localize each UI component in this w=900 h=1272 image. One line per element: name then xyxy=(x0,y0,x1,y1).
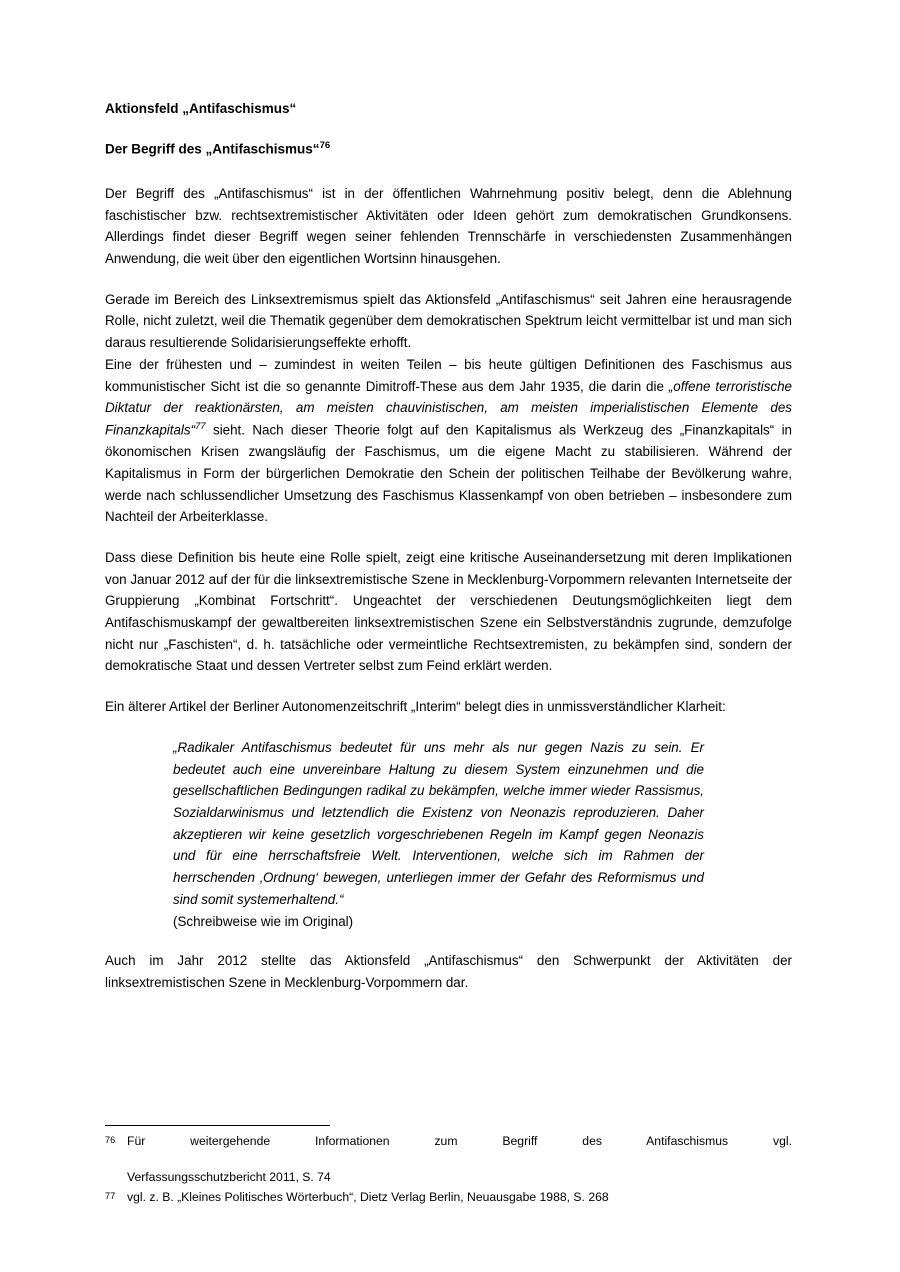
paragraph-1: Der Begriff des „Antifaschismus“ ist in der öffentlichen Wahrnehmung positiv belegt, denn die Ablehnung faschistischer bzw. rechtsextremistischer Aktivitäten oder Ideen gehört zum demokratischen Grundkonsens. Allerdings findet dieser Begriff wegen seiner fehlenden Trennschärfe in verschiedensten Zusammenhängen Anwendung, die weit über den eigentlichen Wortsinn hinausgehen. xyxy=(105,185,792,267)
footnote-76 xyxy=(105,1133,792,1186)
paragraph-5: Ein älterer Artikel der Berliner Autonomenzeitschrift „Interim“ belegt dies in unmissverständlicher Klarheit: xyxy=(105,699,726,715)
blockquote-note: (Schreibweise wie im Original) xyxy=(173,913,354,929)
paragraph-2: Gerade im Bereich des Linksextremismus spielt das Aktionsfeld „Antifaschismus“ seit Jahren eine herausragende Rolle, nicht zuletzt, weil die Thematik gegenüber dem demokratischen Spektrum leicht vermittelbar ist und man sich daraus resultierende Solidarisierungseffekte erhofft. xyxy=(105,291,792,351)
footnote-marker-76: 76 xyxy=(319,140,331,152)
paragraph-6: Auch im Jahr 2012 stellte das Aktionsfeld „Antifaschismus“ den Schwerpunkt der Aktivitäten der linksextremistischen Szene in Mecklenburg-Vorpommern dar. xyxy=(105,953,792,990)
blockquote-text: „Radikaler Antifaschismus bedeutet für uns mehr als nur gegen Nazis zu sein. Er bedeutet auch eine unvereinbare Haltung zu diesem System einzunehmen und die gesellschaftlichen Bedingungen radikal zu bekämpfen, welche immer wieder Rassismus, Sozialdarwinismus und letztendlich die Existenz von Neonazis reproduzieren. Daher akzeptieren wir keine gesetzlich vorgeschriebenen Regeln im Kampf gegen Neonazis und für eine herrschaftsfreie Welt. Interventionen, welche sich im Rahmen der herrschenden ‚Ordnung‘ bewegen, unterliegen immer der Gefahr des Reformismus und sind somit systemerhaltend.“ xyxy=(173,739,704,907)
paragraph-3-quote: „offene terroristische Diktatur der reaktionärsten, am meisten chauvinistischen, am meisten imperialistischen Elemente des Finanzkapitals“ xyxy=(105,378,792,438)
footnote-76-line-2: Verfassungsschutzbericht 2011, S. 74 xyxy=(127,1169,331,1184)
section-heading xyxy=(105,140,792,159)
footnote-separator xyxy=(105,1125,330,1126)
paragraph-3-part-2: sieht. Nach dieser Theorie folgt auf den Kapitalismus als Werkzeug des „Finanzkapitals“ in ökonomischen Krisen zwangsläufig der Faschismus, um die eigene Macht zu stabilisieren. Während der Kapitalismus in Form der bürgerlichen Demokratie den Schein der politischen Teilhabe der Bevölkerung wahre, werde nach schlussendlicher Umsetzung des Faschismus Klassenkampf von oben betrieben – insbesondere zum Nachteil der Arbeiterklasse. xyxy=(105,422,792,525)
footnotes-area xyxy=(105,1125,792,1210)
blockquote xyxy=(105,737,792,932)
footnote-76-text xyxy=(127,1133,792,1186)
paragraph-3 xyxy=(105,354,792,528)
paragraph-3-part-1: Eine der frühesten und – zumindest in weiten Teilen – bis heute gültigen Definitionen des Faschismus aus kommunistischer Sicht ist die so genannte Dimitroff-These aus dem Jahr 1935, die darin die xyxy=(105,356,792,394)
paragraph-4: Dass diese Definition bis heute eine Rolle spielt, zeigt eine kritische Auseinandersetzung mit deren Implikationen von Januar 2012 auf der für die linksextremistische Szene in Mecklenburg-Vorpommern relevanten Internetseite der Gruppierung „Kombinat Fortschritt“. Ungeachtet der verschiedenen Deutungsmöglichkeiten liegt dem Antifaschismuskampf der gewaltbereiten linksextremistischen Szene ein Selbstverständnis zugrunde, demzufolge nicht nur „Faschisten“, d. h. tatsächliche oder vermeintliche Rechtsextremisten, zu bekämpfen sind, sondern der demokratische Staat und dessen Vertreter selbst zum Feind erklärt werden. xyxy=(105,549,792,674)
footnote-76-number: 76 xyxy=(105,1135,116,1146)
page-title: Aktionsfeld „Antifaschismus“ xyxy=(105,101,297,116)
footnote-76-line-1: Für weitergehende Informationen zum Begriff des Antifaschismus vgl. xyxy=(127,1134,792,1149)
footnote-77-text: vgl. z. B. „Kleines Politisches Wörterbuch“, Dietz Verlag Berlin, Neuausgabe 1988, S. 268 xyxy=(127,1190,609,1205)
footnote-77 xyxy=(105,1189,792,1207)
footnote-marker-77: 77 xyxy=(195,420,206,432)
section-heading-text: Der Begriff des „Antifaschismus“ xyxy=(105,141,320,157)
footnote-77-number: 77 xyxy=(105,1191,116,1202)
